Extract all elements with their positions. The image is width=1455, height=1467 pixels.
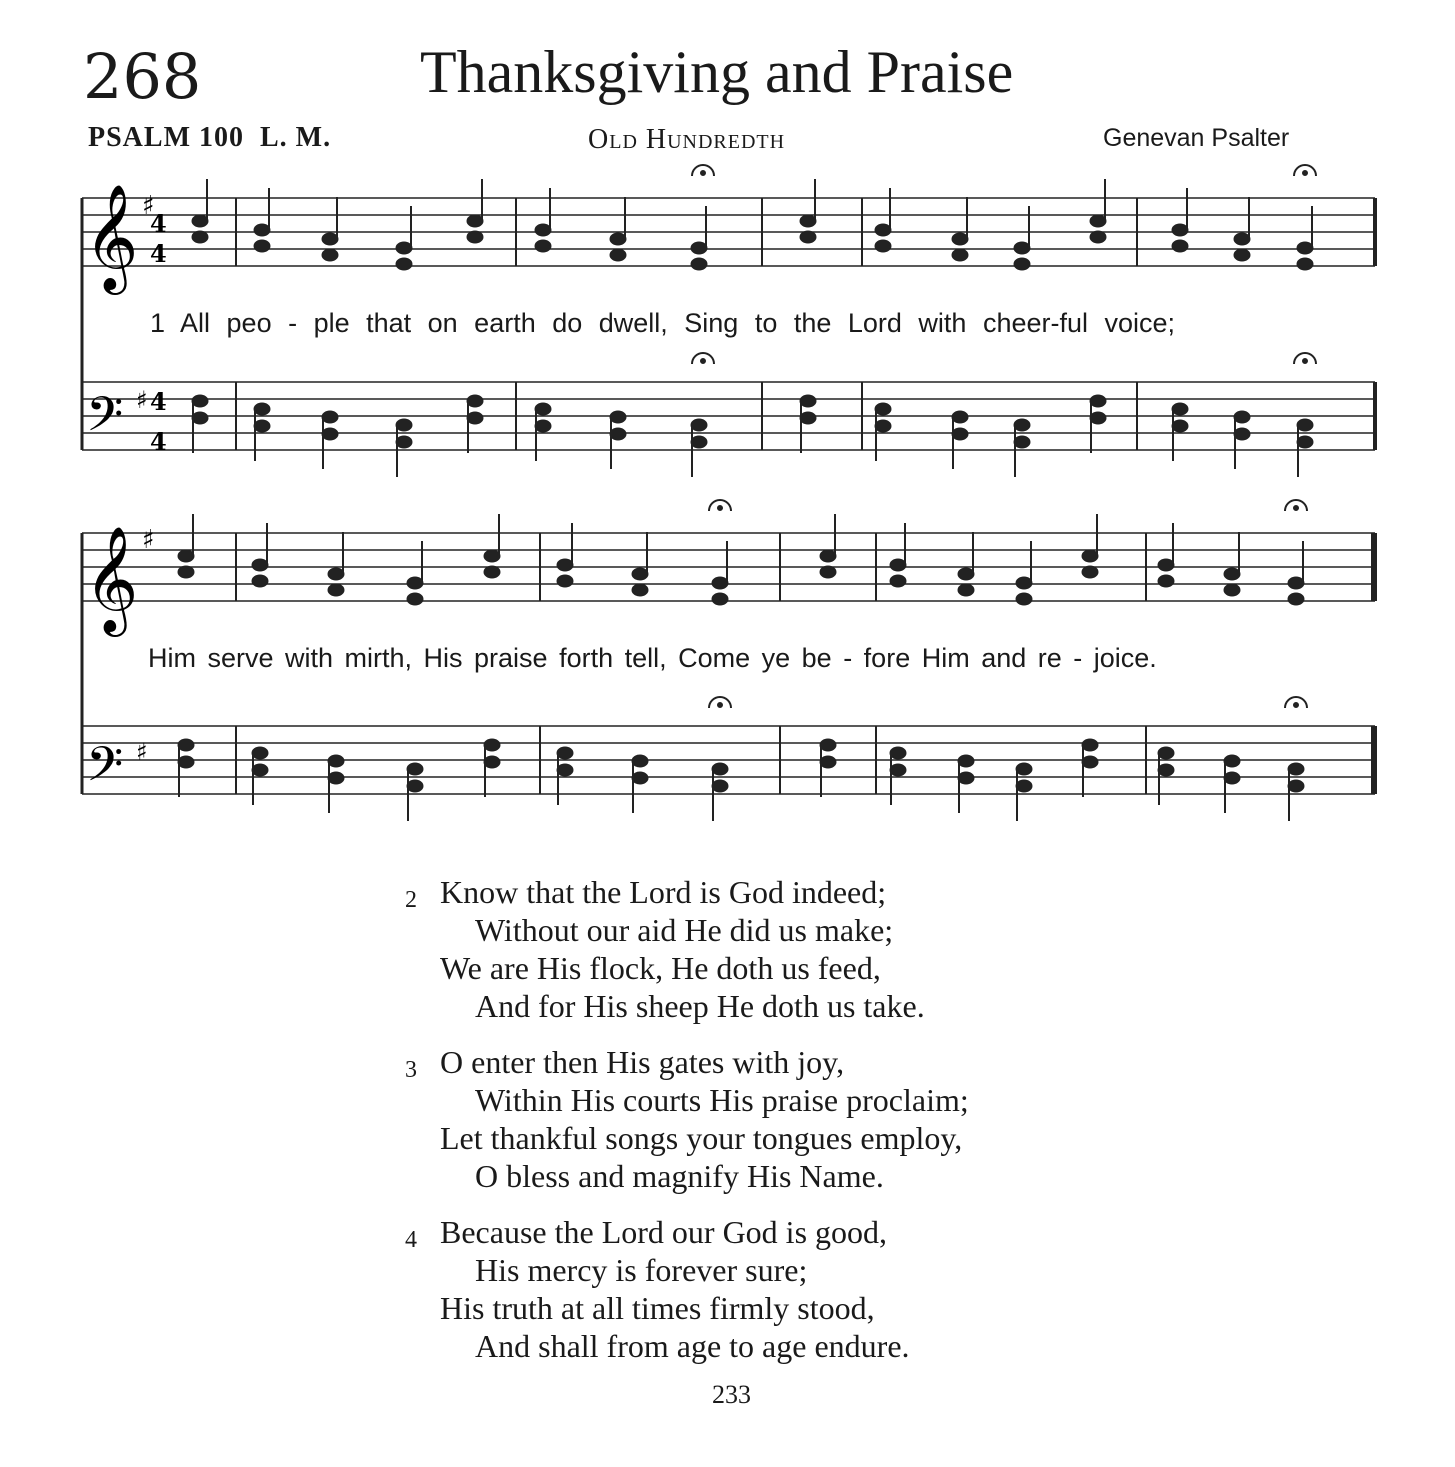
verse-line: And shall from age to age endure. xyxy=(475,1328,910,1364)
psalm-reference: PSALM 100 L. M. xyxy=(88,122,332,153)
lyrics-line-2: Him serve with mirth, His praise forth tell, Come ye be - fore Him and re - joice. xyxy=(148,643,1157,673)
stanza-3 xyxy=(405,1043,969,1195)
verse-line: His truth at all times firmly stood, xyxy=(440,1290,875,1326)
treble-clef-icon: 𝄞 xyxy=(84,183,139,290)
verse-line: His mercy is forever sure; xyxy=(475,1252,808,1288)
verse-line: O bless and magnify His Name. xyxy=(475,1158,884,1194)
treble-clef-icon: 𝄞 xyxy=(84,525,139,632)
verse-line: And for His sheep He doth us take. xyxy=(475,988,925,1024)
verse-line: We are His flock, He doth us feed, xyxy=(440,950,881,986)
svg-text:♯: ♯ xyxy=(142,191,155,221)
hymn-title: Thanksgiving and Praise xyxy=(420,39,1014,105)
hymn-number: 268 xyxy=(83,40,202,113)
verse-line: Let thankful songs your tongues employ, xyxy=(440,1120,963,1156)
bass-clef-icon: 𝄢 xyxy=(86,386,124,454)
verses-block xyxy=(405,873,969,1383)
svg-text:♯: ♯ xyxy=(136,738,148,766)
stanza-number: 3 xyxy=(405,1057,417,1083)
verse-line: Because the Lord our God is good, xyxy=(440,1214,888,1250)
svg-text:4: 4 xyxy=(150,209,167,238)
svg-text:4: 4 xyxy=(150,239,167,268)
stanza-2 xyxy=(405,873,969,1025)
verse-line: Within His courts His praise proclaim; xyxy=(475,1082,969,1118)
bass-clef-icon: 𝄢 xyxy=(86,736,124,804)
svg-text:4: 4 xyxy=(150,427,167,456)
lyrics-line-1: 1 All peo - ple that on earth do dwell, Sing to the Lord with cheer-ful voice; xyxy=(150,308,1176,338)
svg-text:♯: ♯ xyxy=(142,525,155,555)
svg-text:4: 4 xyxy=(150,387,167,416)
composer: Genevan Psalter xyxy=(1103,124,1290,152)
stanza-number: 4 xyxy=(405,1227,417,1253)
page-number: 233 xyxy=(712,1380,751,1409)
verse-line: Know that the Lord is God indeed; xyxy=(440,874,887,910)
tune-name: Old Hundredth xyxy=(588,124,786,155)
svg-text:♯: ♯ xyxy=(136,386,148,414)
stanza-4 xyxy=(405,1213,969,1365)
stanza-number: 2 xyxy=(405,887,417,913)
verse-line: O enter then His gates with joy, xyxy=(440,1044,845,1080)
verse-line: Without our aid He did us make; xyxy=(475,912,894,948)
